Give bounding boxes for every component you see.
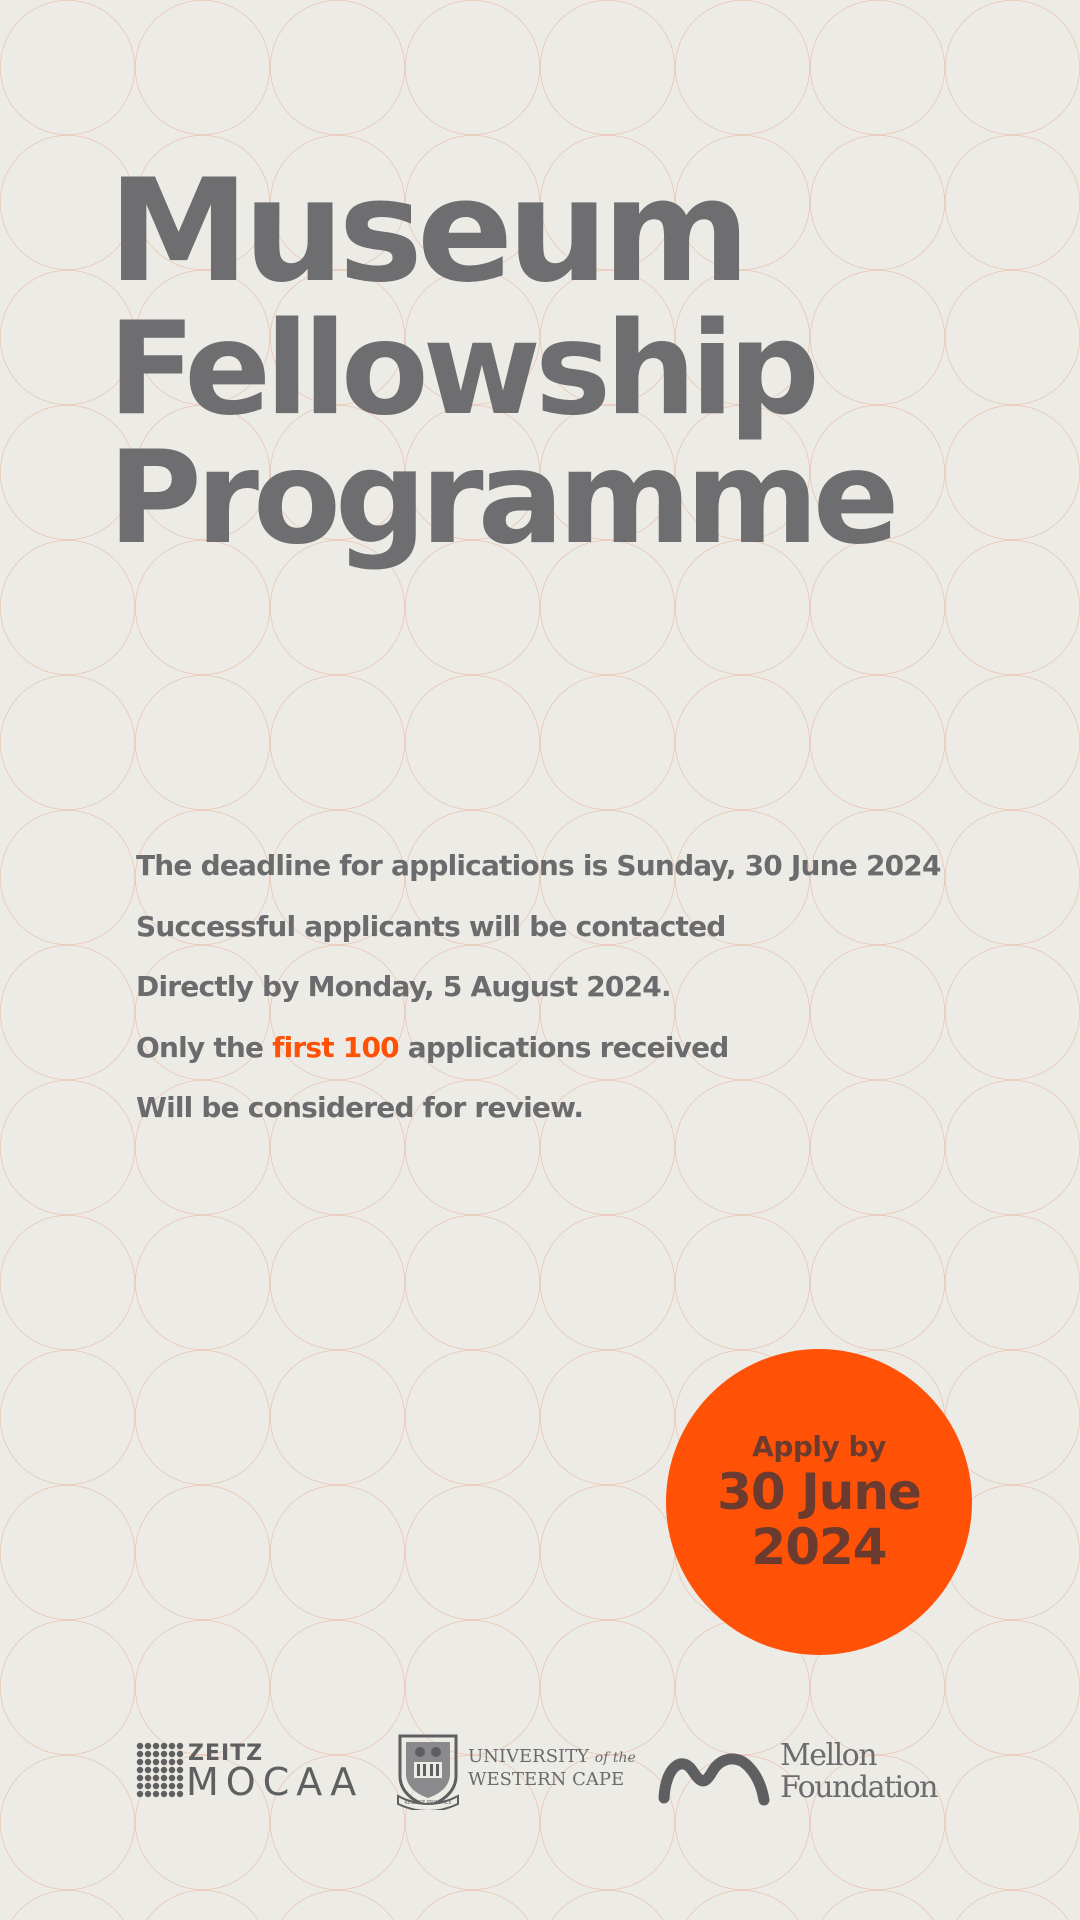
mellon-m-mark-icon	[656, 1746, 772, 1806]
zeitz-dot-grid-icon	[136, 1742, 184, 1798]
limit-text-end: applications received	[398, 1030, 729, 1064]
title-line-fellowship: Fellowship	[108, 295, 814, 444]
uwc-motto: RESPICE PROSPICE	[404, 1800, 452, 1806]
application-info	[136, 842, 941, 1145]
uwc-university: UNIVERSITY	[468, 1746, 590, 1767]
uwc-line-2: WESTERN CAPE	[468, 1769, 625, 1790]
zeitz-wordmark: ZEITZ	[188, 1741, 264, 1766]
apply-by-badge	[666, 1349, 972, 1655]
title-line-programme: Programme	[108, 424, 894, 573]
deadline-text: The deadline for applications is Sunday, 30 June 2024	[136, 849, 941, 882]
limit-text	[136, 1024, 941, 1085]
mellon-foundation-logo	[656, 1738, 946, 1808]
mellon-line-1: Mellon	[780, 1738, 877, 1773]
page-title	[108, 149, 894, 573]
mellon-wordmark	[780, 1740, 937, 1804]
limit-text-start: Only the	[136, 1030, 273, 1064]
contact-date-text: Directly by Monday, 5 August 2024.	[136, 970, 671, 1004]
badge-year: 2024	[751, 1518, 887, 1576]
uwc-wordmark	[468, 1746, 636, 1791]
review-text: Will be considered for review.	[136, 1091, 584, 1125]
mocaa-wordmark: MOCAA	[186, 1760, 364, 1804]
uwc-logo	[394, 1730, 634, 1810]
uwc-of-the: of the	[594, 1750, 636, 1766]
mellon-line-2: Foundation	[780, 1770, 938, 1805]
partner-logos	[0, 1730, 1080, 1810]
first-100-highlight: first 100	[272, 1030, 399, 1064]
badge-label: Apply by	[752, 1430, 886, 1463]
badge-date: 30 June	[717, 1463, 921, 1521]
uwc-crest-icon	[394, 1732, 462, 1810]
uwc-line-1	[468, 1746, 636, 1769]
contact-text: Successful applicants will be contacted	[136, 909, 726, 943]
title-line-museum: Museum	[108, 149, 745, 314]
